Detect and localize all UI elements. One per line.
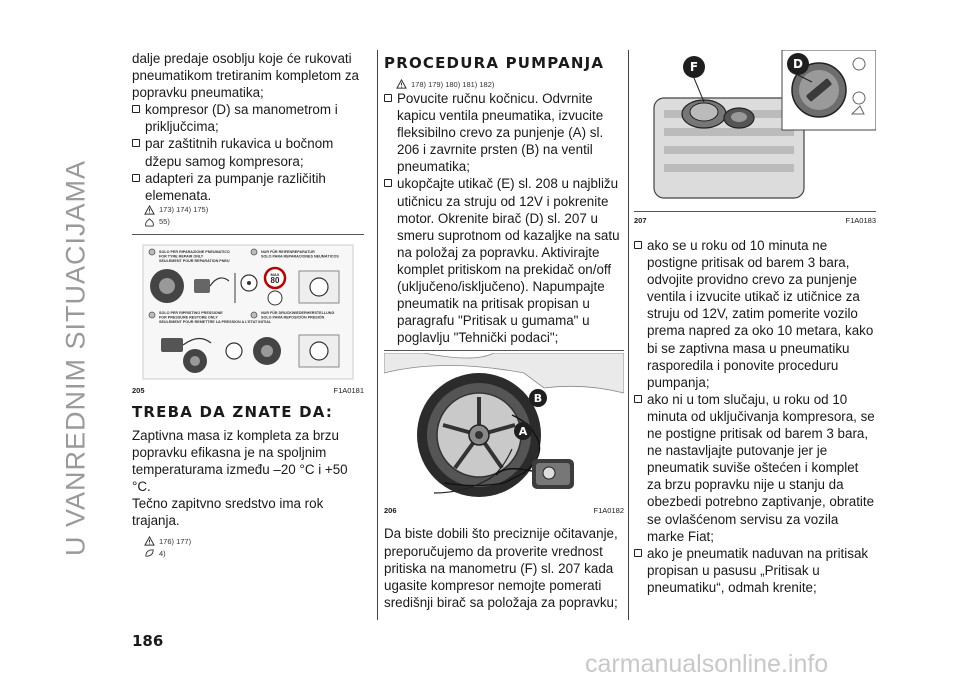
tyre-inflation-illustration <box>384 353 624 503</box>
column-3 <box>634 50 876 596</box>
list-item <box>132 135 364 169</box>
page-number: 186 <box>132 632 164 650</box>
bullet-square-icon <box>132 139 140 147</box>
bullet-square-icon <box>634 395 642 403</box>
environment-reference <box>144 547 364 559</box>
figure-206 <box>384 350 624 515</box>
label-text-es-2: SOLO PARA REPOSICIÓN PRESIÓN <box>261 315 325 320</box>
column-divider <box>628 50 629 620</box>
label-text-it-2: SOLO PER RIPRISTINO PRESSIONE <box>159 310 223 315</box>
figure-205 <box>132 234 364 395</box>
callout-b: B <box>533 392 543 406</box>
warning-reference <box>144 535 364 547</box>
repair-kit-label-illustration <box>139 243 357 383</box>
column-2 <box>384 50 624 611</box>
list-item <box>634 391 876 545</box>
environment-leaf-icon <box>144 548 155 558</box>
speed-limit-value: 80 <box>270 275 280 285</box>
speed-limit-label: MAX <box>270 271 280 277</box>
list-item <box>384 90 624 175</box>
figure-caption <box>384 506 624 515</box>
bullet-square-icon <box>634 241 642 249</box>
list-item <box>384 175 624 346</box>
label-text-fr-2: SEULEMENT POUR REMETTRE LA PRESSION A L'ETAT INITIAL <box>159 319 272 324</box>
intro-paragraph: dalje predaje osoblju koje će rukovati pneumatikom tretiranim kompletom za popravku pneumatika; <box>132 51 359 101</box>
figure-code: F1A0181 <box>333 385 364 395</box>
warning-reference <box>396 78 624 90</box>
list-item <box>132 170 364 204</box>
column-divider <box>377 50 378 620</box>
warning-triangle-icon <box>396 79 407 89</box>
list-item <box>634 545 876 596</box>
section-title-vertical: U VANREDNIM SITUACIJAMA <box>60 159 91 557</box>
warning-refs-text: 178) 179) 180) 181) 182) <box>411 79 495 89</box>
figure-number: 205 <box>132 385 145 395</box>
bullet-square-icon <box>384 94 392 102</box>
list-item-text: par zaštitnih rukavica u bočnom džepu samog kompresora; <box>145 136 334 169</box>
section-heading: TREBA DA ZNATE DA: <box>132 402 334 421</box>
list-item-text: Povucite ručnu kočnicu. Odvrnite kapicu ventila pneumatika, izvucite fleksibilno crevo za punjenje (A) sl. 206 i zavrnite prsten (B) na ventil pneumatika; <box>397 91 604 175</box>
list-item-text: ako se u roku od 10 minuta ne postigne pritisak od barem 3 bara, odvojite providno crevo za punjenje ventila i izvucite utikač iz utičnice za struju od 12V, zatim pomerite vozilo prema napred za oko 10 metara, kako bi se zaptivna masa u pneumatiku rasporedila i ponovite proceduru pumpanja; <box>647 238 874 390</box>
list-item-text: ako ni u tom slučaju, u roku od 10 minuta od uključivanja kompresora, se ne postigne pritisak od barem 3 bara, ne nastavljajte putovanje jer je pneumatik suviše oštećen i komplet za brzu popravku nije u stanju da obezbedi potrebno zaptivanje, obratite se ovlašćenom servisu za vozila marke Fiat; <box>647 391 875 544</box>
paragraph: Da biste dobili što preciznije očitavanje, preporučujemo da proverite vrednost pritiska na manometru (F) sl. 207 kada ugasite kompresor nemojte pomerati središnji birač sa položaja za popravku; <box>384 526 618 610</box>
figure-code: F1A0183 <box>845 216 876 225</box>
callout-d: D <box>793 57 803 71</box>
label-text-it: SOLO PER RIPARAZIONE PNEUMATICO <box>159 249 230 254</box>
bullet-square-icon <box>132 105 140 113</box>
paragraph: Zaptivna masa iz kompleta za brzu popravku efikasna je na spoljnim temperaturama između –20 °C i +50 °C. <box>132 427 348 495</box>
caution-reference <box>144 216 364 228</box>
bullet-square-icon <box>132 174 140 182</box>
caution-refs-text: 55) <box>159 217 170 227</box>
environment-refs-text: 4) <box>159 548 166 558</box>
compressor-illustration <box>634 50 876 208</box>
caution-hand-icon <box>144 217 155 227</box>
bullet-square-icon <box>634 549 642 557</box>
list-item <box>634 237 876 391</box>
label-text-fr: SEULEMENT POUR REPARATION PNEU <box>159 258 230 263</box>
figure-number: 206 <box>384 506 397 516</box>
warning-triangle-icon <box>144 205 155 215</box>
callout-f: F <box>689 60 699 74</box>
list-item <box>132 101 364 135</box>
list-item-text: kompresor (D) sa manometrom i priključcima; <box>145 102 338 135</box>
list <box>634 237 876 596</box>
paragraph: Tečno zapitvno sredstvo ima rok trajanja. <box>132 496 324 529</box>
label-text-de: NUR FÜR REIFENREPARATUR <box>261 249 315 254</box>
list-item-text: ako je pneumatik naduvan na pritisak propisan u pasusu „Pritisak u pneumatiku“, odmah krenite; <box>647 545 869 595</box>
callout-a: A <box>518 425 528 439</box>
figure-number: 207 <box>634 216 647 225</box>
section-heading: PROCEDURA PUMPANJA <box>384 54 605 72</box>
label-text-es: SOLO PARA REPARACIONES NEUMÁTICOS <box>261 254 339 259</box>
warning-refs-text: 173) 174) 175) <box>159 205 209 215</box>
warning-refs-text: 176) 177) <box>159 536 192 546</box>
list-item-text: adapteri za pumpanje različitih elemenata. <box>145 170 326 203</box>
figure-code: F1A0182 <box>593 506 624 516</box>
bullet-square-icon <box>384 179 392 187</box>
label-text-en-2: FOR PRESSURE RESTORE ONLY <box>159 315 218 320</box>
figure-207 <box>634 50 876 225</box>
column-1 <box>132 50 364 559</box>
watermark: carmanualsonline.info <box>585 650 829 678</box>
label-text-de-2: NUR FÜR DRUCKWIEDERHERSTELLUNG <box>261 310 335 315</box>
figure-caption <box>132 386 364 395</box>
figure-caption <box>634 211 876 225</box>
warning-reference <box>144 204 364 216</box>
label-text-en: FOR TYRE REPAIR ONLY <box>159 254 204 259</box>
list-item-text: ukopčajte utikač (E) sl. 208 u najbližu utičnicu za struju od 12V i pokrenite motor. Okrenite birač (D) sl. 207 u smeru suprotnom od kazaljke na satu na položaj za popravku. Aktivirajte komplet pritiskom na prekidač on/off (uključeno/isključeno). Napumpajte pneumatik na pritisak propisan u paragrafu "Pritisak u gumama" u poglavlju "Tehnički podaci"; <box>397 176 620 346</box>
warning-triangle-icon <box>144 536 155 546</box>
